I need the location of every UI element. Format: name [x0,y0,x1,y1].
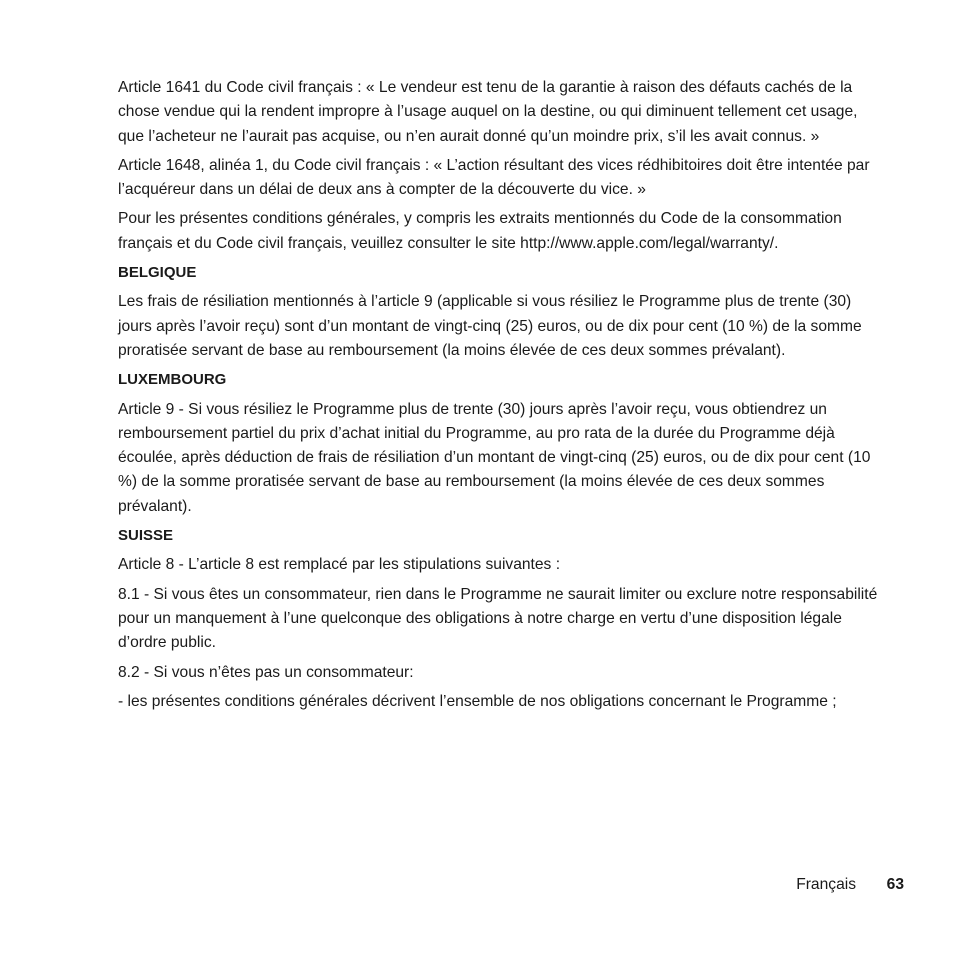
paragraph-suisse-8-2: 8.2 - Si vous n’êtes pas un consommateur: [118,663,414,681]
page-footer [0,876,954,900]
paragraph-luxembourg-article-9: Article 9 - Si vous résiliez le Programme plus de trente (30) jours après l’avoir reçu, vous obtiendrez un remboursement partiel du prix d’achat initial du Programme, au pro rata de la durée du Programme déjà écoulée, après déduction de frais de résiliation d’un montant de vingt-cinq (25) euros, ou de dix pour cent (10 %) de la somme proratisée servant de base au remboursement (la moins élevée de ces deux sommes prévalant). [118,400,871,515]
page-body [118,76,878,719]
paragraph-suisse-obligations: - les présentes conditions générales décrivent l’ensemble de nos obligations concernant le Programme ; [118,692,837,710]
paragraph-warranty-reference: Pour les présentes conditions générales, y compris les extraits mentionnés du Code de la consommation français et du Code civil français, veuillez consulter le site http://www.apple.com/legal/warranty/. [118,210,842,252]
paragraph-article-1641: Article 1641 du Code civil français : « Le vendeur est tenu de la garantie à raison des défauts cachés de la chose vendue qui la rendent impropre à l’usage auquel on la destine, ou qui diminuent tellement cet usage, que l’acheteur ne l’aurait pas acquise, ou n’en aurait donné qu’un moindre prix, s’il les avait connus. » [118,79,858,145]
paragraph-article-1648: Article 1648, alinéa 1, du Code civil français : « L’action résultant des vices rédhibitoires doit être intentée par l’acquéreur dans un délai de deux ans à compter de la découverte du vice. » [118,156,870,199]
paragraph-suisse-article-8: Article 8 - L’article 8 est remplacé par les stipulations suivantes : [118,556,561,574]
page-number: 63 [886,876,904,893]
heading-suisse: SUISSE [118,527,174,545]
heading-luxembourg: LUXEMBOURG [118,371,227,389]
heading-belgique: BELGIQUE [118,264,197,282]
paragraph-suisse-8-1: 8.1 - Si vous êtes un consommateur, rien dans le Programme ne saurait limiter ou exclure notre responsabilité pour un manquement à l’une quelconque des obligations à notre charge en vertu d’une disposition légale d’ordre public. [118,585,878,652]
footer-language: Français [796,876,856,893]
paragraph-belgique-fees: Les frais de résiliation mentionnés à l’article 9 (applicable si vous résiliez le Programme plus de trente (30) jours après l’avoir reçu) sont d’un montant de vingt-cinq (25) euros, ou de dix pour cent (10 %) de la somme proratisée servant de base au remboursement (la moins élevée de ces deux sommes prévalant). [118,293,862,359]
